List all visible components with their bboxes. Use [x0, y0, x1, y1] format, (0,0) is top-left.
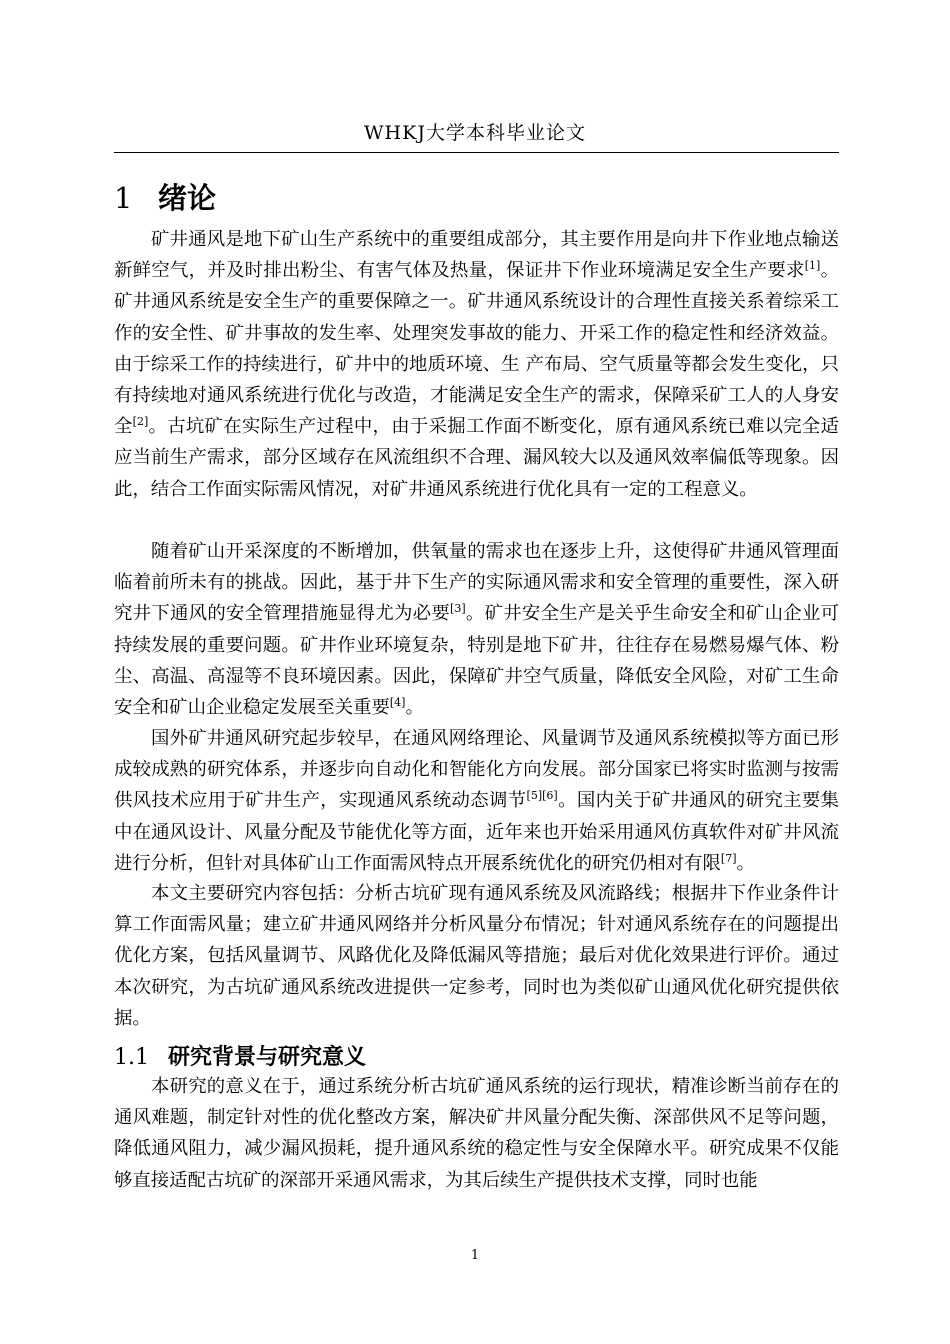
- paragraph: [114, 224, 839, 505]
- text-run: 随着矿山开采深度的不断增加，供氧量的需求也在逐步上升，这使得矿井通风管理面临着前所未有的挑战。因此，基于井下生产的实际通风需求和安全管理的重要性，深入研究井下通风的安全管理措施显得尤为必要: [114, 541, 839, 625]
- text-run: 。: [405, 697, 424, 719]
- section-title: 研究背景与研究意义: [168, 1044, 367, 1070]
- text-run: 。: [736, 852, 755, 874]
- section-number: 1.1: [114, 1045, 149, 1070]
- text-run: 。矿井通风系统是安全生产的重要保障之一。矿井通风系统设计的合理性直接关系着综采工作的安全性、矿井事故的发生率、处理突发事故的能力、开采工作的稳定性和经济效益。由于综采工作的持续进行，矿井中的地质环境、生 产布局、空气质量等都会发生变化，只有持续地对通风系统进行优化与改造，才能满足安全生产的需求，保障采矿工人的人身安全: [114, 260, 839, 438]
- paragraph: [114, 723, 839, 879]
- text-run: 本研究的意义在于，通过系统分析古坑矿通风系统的运行现状，精准诊断当前存在的通风难题，制定针对性的优化整改方案，解决矿井风量分配失衡、深部供风不足等问题，降低通风阻力，减少漏风损耗，提升通风系统的稳定性与安全保障水平。研究成果不仅能够直接适配古坑矿的深部开采通风需求，为其后续生产提供技术支撑，同时也能: [114, 1076, 839, 1191]
- paragraph: [114, 878, 839, 1034]
- text-run: 本文主要研究内容包括：分析古坑矿现有通风系统及风流路线；根据井下作业条件计算工作面需风量；建立矿井通风网络并分析风量分布情况；针对通风系统存在的问题提出优化方案，包括风量调节、风路优化及降低漏风等措施；最后对优化效果进行评价。通过本次研究，为古坑矿通风系统改进提供一定参考，同时也为类似矿山通风优化研究提供依据。: [114, 883, 839, 1029]
- text-run: 矿井通风是地下矿山生产系统中的重要组成部分，其主要作用是向井下作业地点输送新鲜空气，并及时排出粉尘、有害气体及热量，保证井下作业环境满足安全生产要求: [114, 229, 839, 282]
- paragraph: [114, 536, 839, 723]
- page-number: 1: [470, 1248, 480, 1263]
- text-run: 。古坑矿在实际生产过程中，由于采掘工作面不断变化，原有通风系统已难以完全适应当前生产需求，部分区域存在风流组织不合理、漏风较大以及通风效率偏低等现象。因此，结合工作面实际需风情况，对矿井通风系统进行优化具有一定的工程意义。: [114, 416, 839, 500]
- citation: [1]: [804, 259, 821, 273]
- text-run: 。国内关于矿井通风的研究主要集中在通风设计、风量分配及节能优化等方面，近年来也开始采用通风仿真软件对矿井风流进行分析，但针对具体矿山工作面需风特点开展系统优化的研究仍相对有限: [114, 790, 839, 874]
- citation: [7]: [720, 851, 737, 865]
- chapter-title: 绪论: [158, 181, 217, 215]
- citation: [2]: [132, 415, 149, 429]
- citation: [4]: [389, 695, 406, 709]
- citation: [5][6]: [526, 789, 558, 803]
- section-heading: [114, 1040, 366, 1071]
- header-divider: [114, 152, 839, 153]
- chapter-number: 1: [114, 181, 133, 215]
- chapter-heading: [114, 176, 216, 217]
- paragraph: [114, 1071, 839, 1196]
- citation: [3]: [450, 602, 466, 616]
- text-run: 。矿井安全生产是关乎生命安全和矿山企业可持续发展的重要问题。矿井作业环境复杂，特别是地下矿井，往往存在易燃易爆气体、粉尘、高温、高湿等不良环境因素。因此，保障矿井空气质量，降低安全风险，对矿工生命安全和矿山企业稳定发展至关重要: [114, 603, 839, 719]
- text-run: 国外矿井通风研究起步较早，在通风网络理论、风量调节及通风系统模拟等方面已形成较成熟的研究体系，并逐步向自动化和智能化方向发展。部分国家已将实时监测与按需供风技术应用于矿井生产，实现通风系统动态调节: [114, 728, 839, 812]
- running-header: WHKJ大学本科毕业论文: [364, 122, 586, 144]
